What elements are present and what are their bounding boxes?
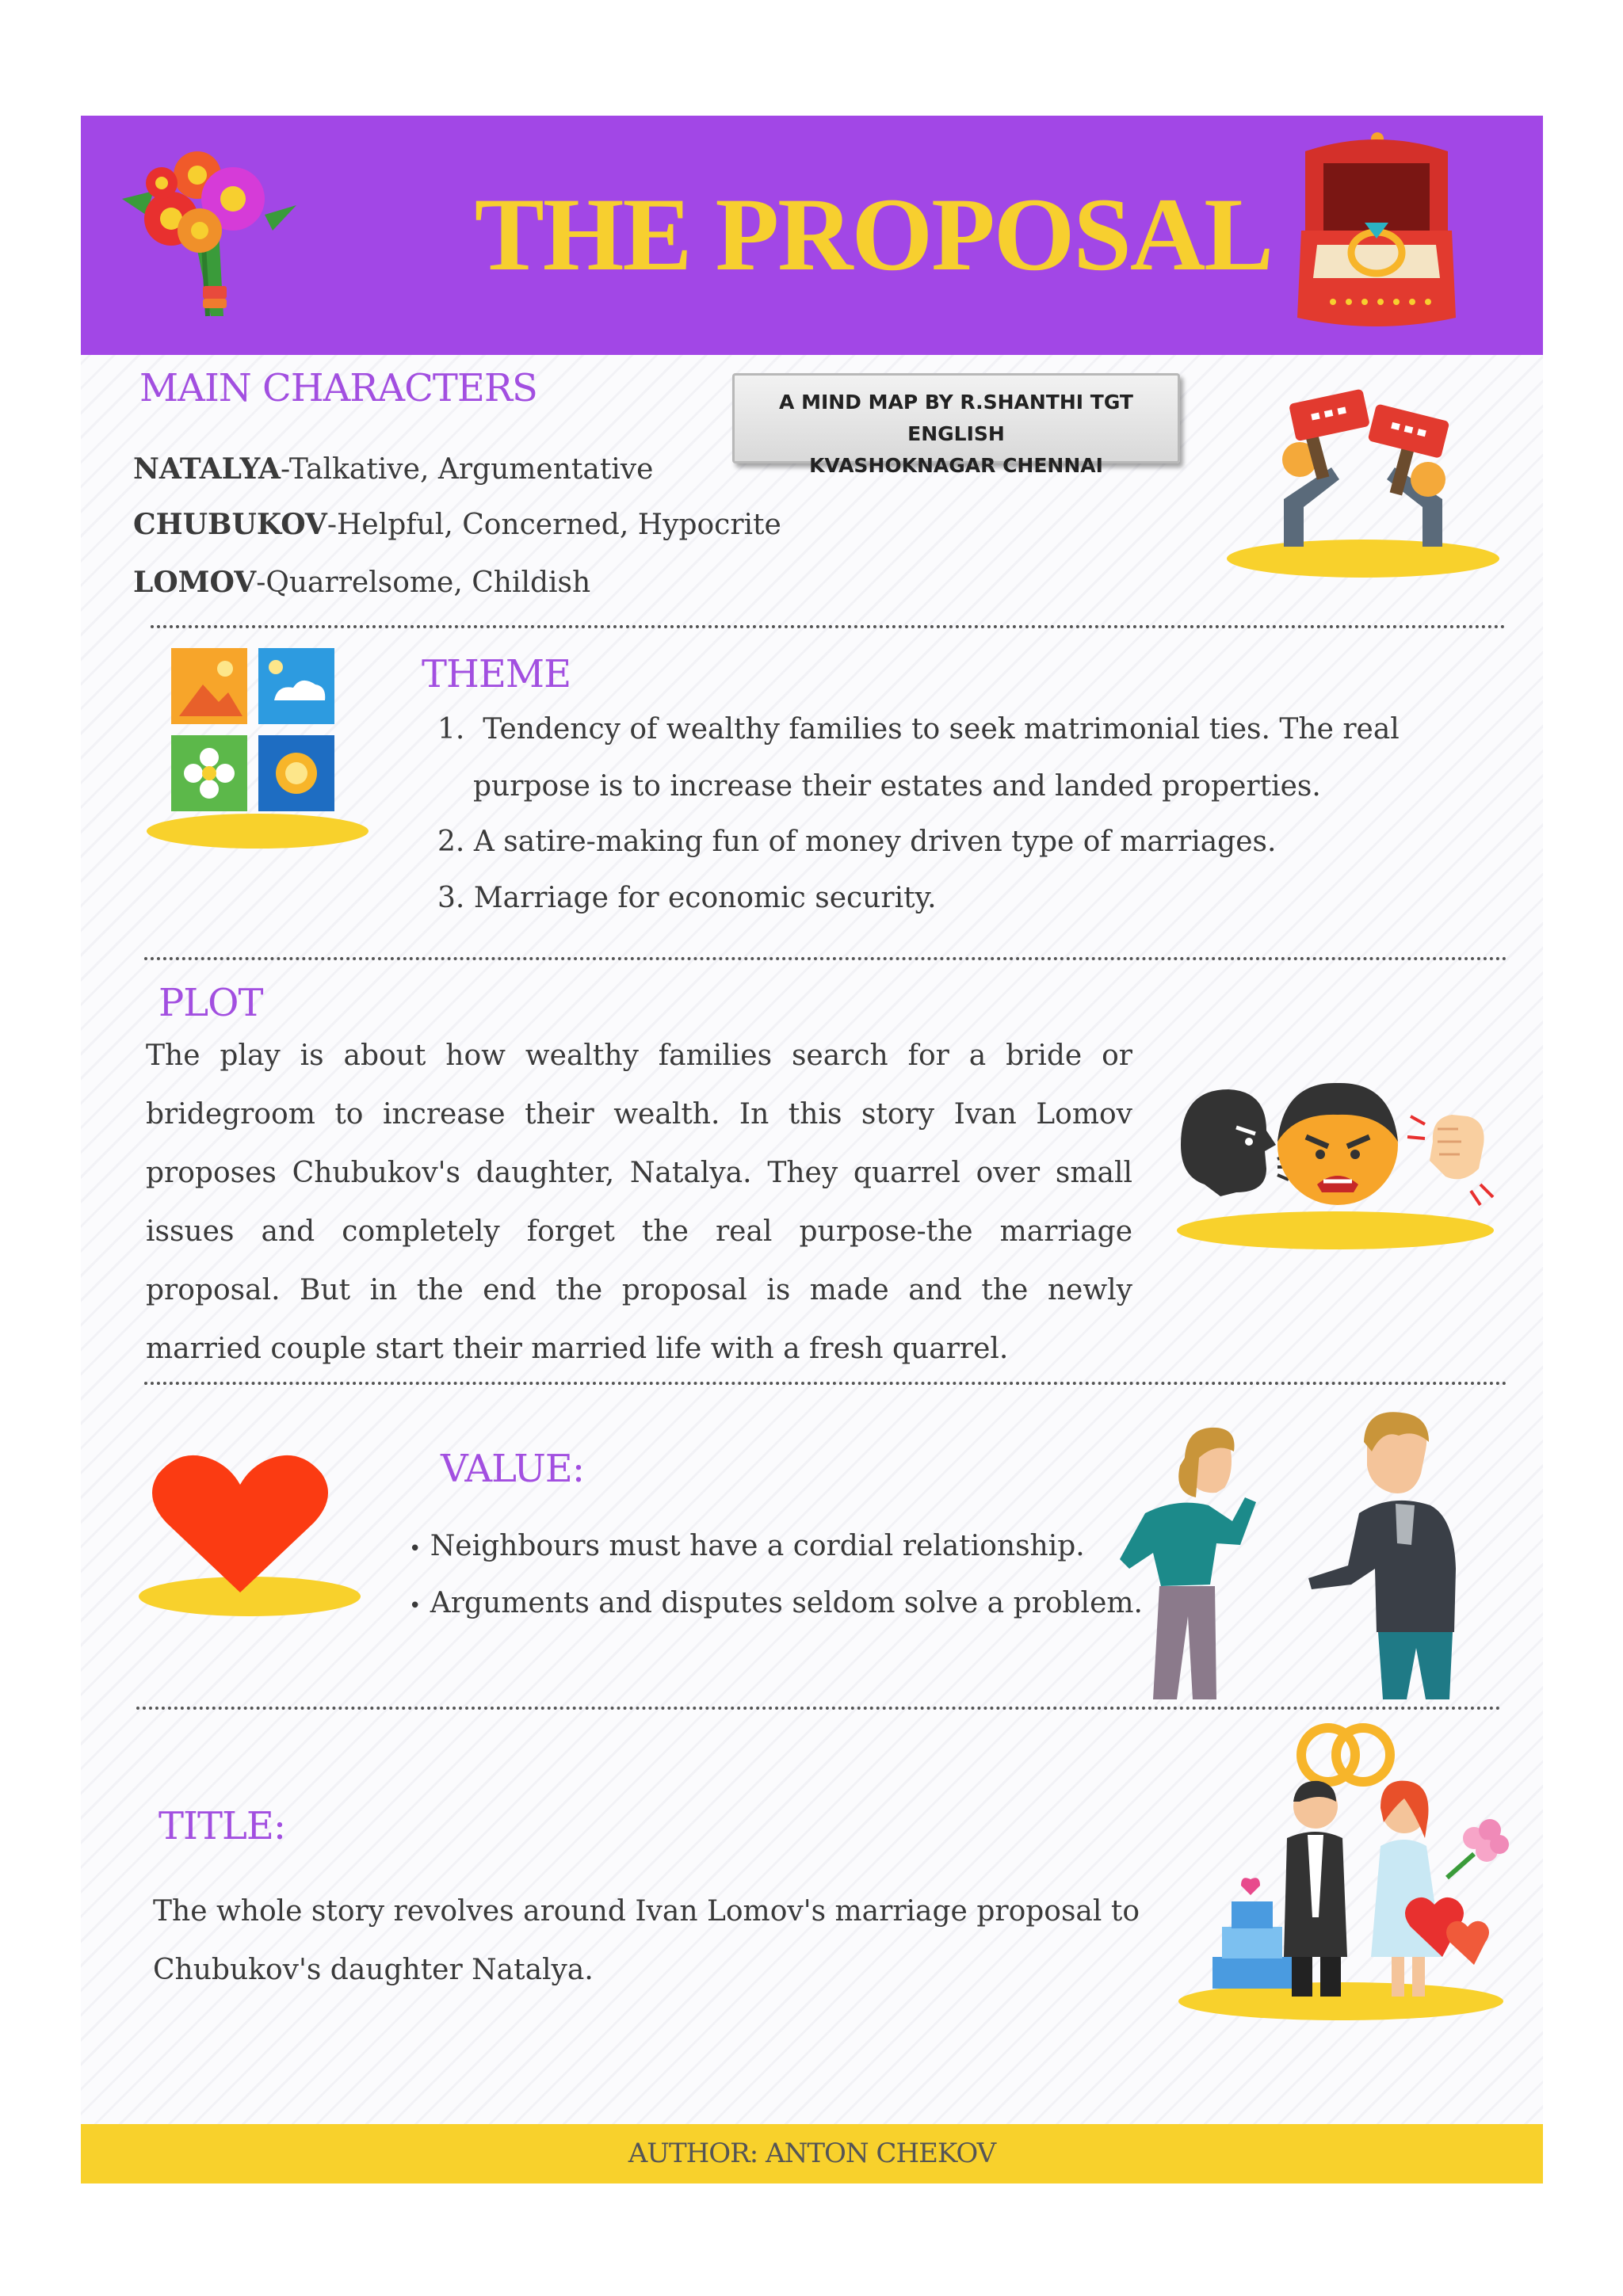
section-divider bbox=[144, 957, 1507, 960]
value-item-2 bbox=[409, 1575, 1143, 1634]
main-characters-heading: MAIN CHARACTERS bbox=[139, 366, 537, 410]
character-name: CHUBUKOV bbox=[133, 508, 327, 541]
value-item-text: Neighbours must have a cordial relationship. bbox=[430, 1530, 1085, 1562]
theme-item-2 bbox=[437, 814, 1276, 871]
heart-icon bbox=[135, 1450, 365, 1620]
theme-item-3 bbox=[437, 870, 937, 927]
theme-item-number: 2. bbox=[437, 826, 465, 858]
character-lomov bbox=[133, 555, 590, 611]
protest-signs-icon bbox=[1220, 380, 1506, 586]
character-natalya bbox=[133, 441, 653, 498]
title-section-heading: TITLE: bbox=[158, 1804, 286, 1848]
plot-text: The play is about how wealthy families search for a bride or bridegroom to increase their wealth. In this story Ivan Lomov proposes Chubukov's daughter, Natalya. They quarrel over small issues and completely forget the real purpose-the marriage proposal. But in the end the proposal is made and the newly married couple start their married life with a fresh quarrel. bbox=[146, 1039, 1132, 1365]
title-section-text: The whole story revolves around Ivan Lomov's marriage proposal to Chubukov's daughter Natalya. bbox=[153, 1895, 1140, 1986]
picture-tiles-icon bbox=[143, 643, 372, 853]
theme-item-text: A satire-making fun of money driven type of marriages. bbox=[473, 826, 1277, 858]
bullet: • bbox=[409, 1537, 422, 1561]
credit-line-2: KVASHOKNAGAR CHENNAI bbox=[809, 454, 1103, 477]
author-footer: AUTHOR: ANTON CHEKOV bbox=[81, 2124, 1543, 2183]
theme-item-1 bbox=[437, 701, 1400, 758]
arguing-couple-icon bbox=[1098, 1410, 1486, 1699]
theme-heading: THEME bbox=[422, 652, 571, 696]
page-title: THE PROPOSAL bbox=[474, 176, 1273, 292]
character-chubukov bbox=[133, 497, 781, 553]
character-name: LOMOV bbox=[133, 566, 257, 599]
credit-line-1: A MIND MAP BY R.SHANTHI TGT ENGLISH bbox=[779, 391, 1133, 445]
title-banner bbox=[81, 116, 1543, 355]
plot-heading: PLOT bbox=[158, 981, 263, 1025]
character-name: NATALYA bbox=[133, 452, 281, 486]
theme-item-number: 3. bbox=[437, 882, 465, 914]
wedding-couple-icon bbox=[1173, 1719, 1522, 2036]
character-traits: -Helpful, Concerned, Hypocrite bbox=[327, 509, 781, 541]
flower-bouquet-icon bbox=[114, 135, 312, 334]
bullet: • bbox=[409, 1594, 422, 1618]
section-divider bbox=[151, 625, 1506, 628]
ring-box-icon bbox=[1285, 128, 1468, 345]
credit-box bbox=[732, 373, 1180, 477]
section-divider bbox=[136, 1707, 1501, 1710]
character-traits: -Quarrelsome, Childish bbox=[256, 566, 591, 599]
character-traits: -Talkative, Argumentative bbox=[280, 453, 654, 486]
angry-faces-icon bbox=[1173, 1066, 1498, 1260]
theme-item-text: Marriage for economic security. bbox=[473, 882, 937, 914]
section-divider bbox=[144, 1382, 1507, 1385]
value-item-1 bbox=[409, 1518, 1085, 1577]
value-item-text: Arguments and disputes seldom solve a problem. bbox=[430, 1587, 1143, 1619]
theme-item-number: 1. bbox=[437, 713, 465, 746]
theme-item-1-continued: purpose is to increase their estates and landed properties. bbox=[473, 770, 1321, 803]
value-heading: VALUE: bbox=[441, 1447, 584, 1491]
theme-item-text: Tendency of wealthy families to seek matrimonial ties. The real bbox=[483, 713, 1400, 746]
